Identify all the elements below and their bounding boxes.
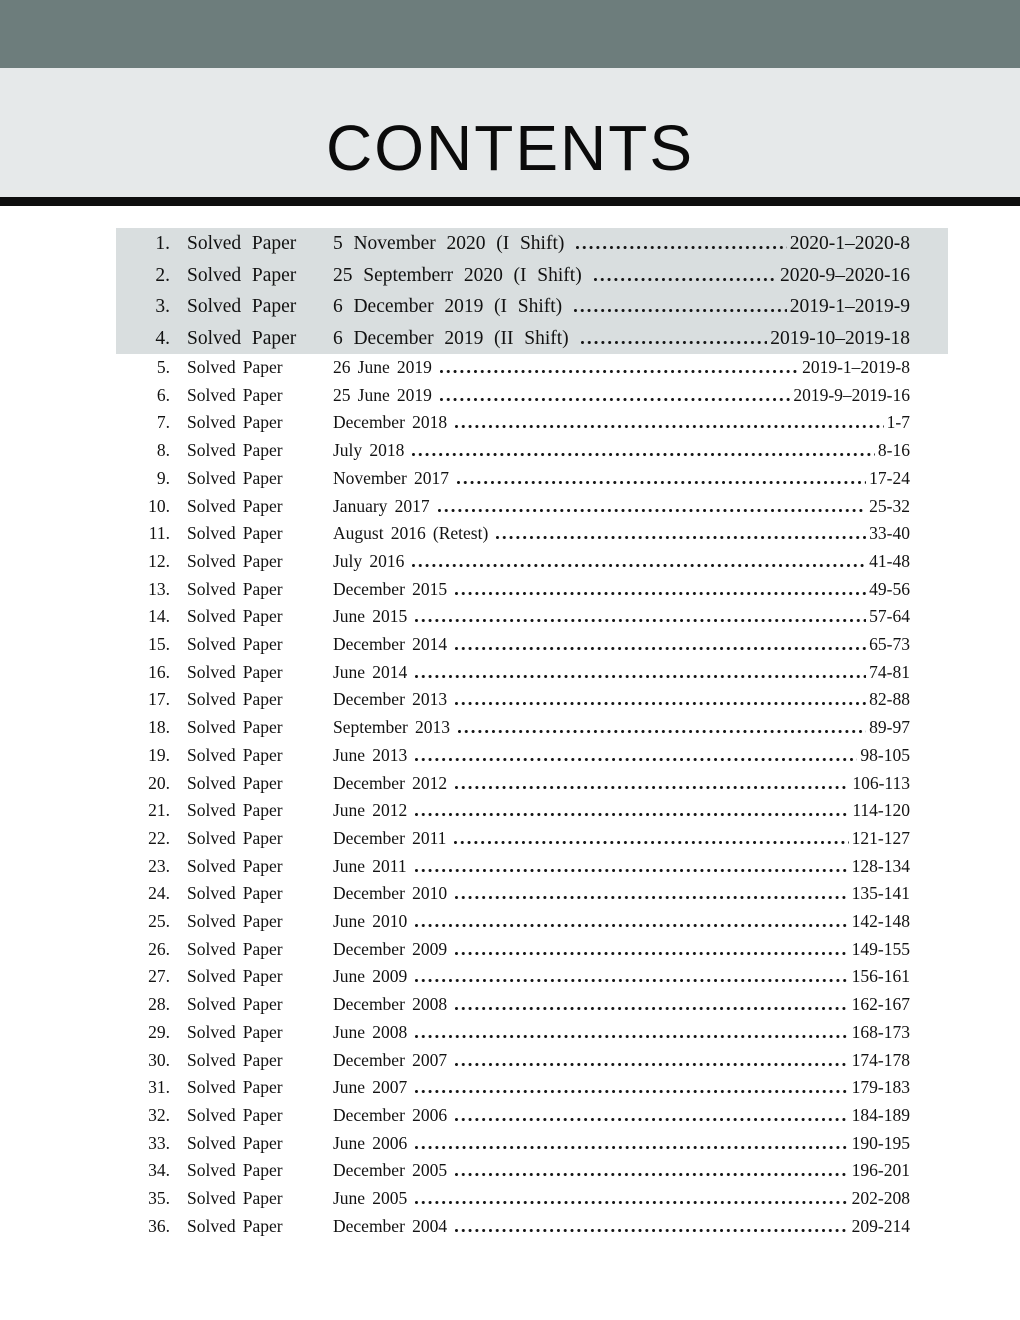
entry-pages: 184-189 bbox=[851, 1104, 910, 1125]
toc-entry bbox=[116, 825, 948, 853]
toc-entry bbox=[116, 853, 948, 881]
toc-entry bbox=[116, 1213, 948, 1241]
entry-pages: 196-201 bbox=[851, 1160, 910, 1181]
entry-date: December 2012 bbox=[333, 772, 448, 793]
entry-label: Solved Paper bbox=[187, 495, 283, 516]
entry-label: Solved Paper bbox=[187, 827, 283, 848]
entry-label: Solved Paper bbox=[187, 634, 283, 655]
entry-date: January 2017 bbox=[333, 495, 430, 516]
entry-number: 30. bbox=[148, 1049, 170, 1070]
dot-leader bbox=[457, 481, 866, 484]
dot-leader bbox=[412, 453, 875, 456]
toc-list bbox=[116, 228, 948, 1241]
entry-pages: 114-120 bbox=[852, 800, 910, 821]
toc-entry bbox=[116, 437, 948, 465]
entry-label: Solved Paper bbox=[187, 855, 283, 876]
dot-leader bbox=[574, 309, 787, 312]
entry-number: 10. bbox=[148, 495, 170, 516]
entry-number: 34. bbox=[148, 1160, 170, 1181]
entry-date: December 2007 bbox=[333, 1049, 448, 1070]
entry-label: Solved Paper bbox=[187, 1215, 283, 1236]
entry-pages: 49-56 bbox=[869, 578, 910, 599]
entry-number: 22. bbox=[148, 827, 170, 848]
entry-pages: 128-134 bbox=[851, 855, 910, 876]
entry-date: 5 November 2020 (I Shift) bbox=[333, 233, 565, 254]
toc-entry bbox=[116, 323, 948, 355]
entry-number: 28. bbox=[148, 994, 170, 1015]
entry-pages: 41-48 bbox=[869, 550, 910, 571]
entry-pages: 2020-9–2020-16 bbox=[780, 264, 910, 286]
entry-date: December 2008 bbox=[333, 994, 448, 1015]
entry-label: Solved Paper bbox=[187, 550, 283, 571]
entry-number: 5. bbox=[156, 357, 170, 377]
entry-number: 26. bbox=[148, 938, 170, 959]
toc-entry bbox=[116, 936, 948, 964]
entry-number: 18. bbox=[148, 717, 170, 738]
entry-date: September 2013 bbox=[333, 717, 451, 738]
entry-date: 25 Septemberr 2020 (I Shift) bbox=[333, 264, 582, 286]
entry-date: December 2006 bbox=[333, 1104, 448, 1125]
entry-label: Solved Paper bbox=[187, 689, 283, 710]
entry-label: Solved Paper bbox=[187, 717, 283, 738]
entry-date: June 2012 bbox=[333, 800, 408, 821]
dot-leader bbox=[455, 952, 849, 955]
entry-date: 6 December 2019 (II Shift) bbox=[333, 327, 569, 349]
dot-leader bbox=[415, 1035, 848, 1038]
entry-pages: 142-148 bbox=[851, 911, 910, 932]
entry-label: Solved Paper bbox=[187, 744, 283, 765]
dot-leader bbox=[415, 1201, 848, 1204]
dot-leader bbox=[455, 786, 849, 789]
entry-pages: 156-161 bbox=[851, 966, 910, 987]
entry-pages: 190-195 bbox=[851, 1132, 910, 1153]
entry-pages: 209-214 bbox=[851, 1215, 910, 1236]
entry-label: Solved Paper bbox=[187, 384, 283, 405]
entry-label: Solved Paper bbox=[187, 1132, 283, 1153]
entry-label: Solved Paper bbox=[187, 772, 283, 793]
entry-pages: 168-173 bbox=[851, 1021, 910, 1042]
entry-date: December 2010 bbox=[333, 883, 448, 904]
dot-leader bbox=[455, 647, 866, 650]
toc-entry bbox=[116, 742, 948, 770]
dot-leader bbox=[415, 1090, 848, 1093]
entry-date: December 2004 bbox=[333, 1215, 448, 1236]
entry-label: Solved Paper bbox=[187, 1077, 283, 1098]
dot-leader bbox=[415, 675, 866, 678]
dot-leader bbox=[455, 425, 884, 428]
entry-label: Solved Paper bbox=[187, 233, 297, 254]
dot-leader bbox=[455, 592, 866, 595]
entry-date: 26 June 2019 bbox=[333, 357, 432, 377]
entry-pages: 2019-9–2019-16 bbox=[793, 384, 910, 405]
entry-label: Solved Paper bbox=[187, 467, 283, 488]
dot-leader bbox=[455, 896, 849, 899]
entry-pages: 106-113 bbox=[852, 772, 910, 793]
entry-number: 29. bbox=[148, 1021, 170, 1042]
toc-entry bbox=[116, 493, 948, 521]
entry-number: 12. bbox=[148, 550, 170, 571]
toc-entry bbox=[116, 797, 948, 825]
entry-number: 14. bbox=[148, 606, 170, 627]
toc-entry bbox=[116, 354, 948, 382]
entry-number: 24. bbox=[148, 883, 170, 904]
entry-pages: 2020-1–2020-8 bbox=[789, 233, 910, 254]
entry-pages: 179-183 bbox=[851, 1077, 910, 1098]
dot-leader bbox=[455, 1229, 849, 1232]
divider-rule bbox=[0, 197, 1020, 206]
entry-pages: 57-64 bbox=[869, 606, 910, 627]
entry-pages: 82-88 bbox=[869, 689, 910, 710]
entry-pages: 74-81 bbox=[869, 661, 910, 682]
entry-date: June 2006 bbox=[333, 1132, 408, 1153]
toc-entry bbox=[116, 576, 948, 604]
entry-number: 4. bbox=[155, 327, 170, 349]
top-band bbox=[0, 0, 1020, 68]
toc-entry bbox=[116, 770, 948, 798]
toc-entry bbox=[116, 714, 948, 742]
entry-label: Solved Paper bbox=[187, 523, 283, 544]
entry-date: June 2015 bbox=[333, 606, 408, 627]
toc-entry bbox=[116, 603, 948, 631]
entry-number: 7. bbox=[156, 412, 170, 433]
entry-pages: 2019-10–2019-18 bbox=[770, 327, 910, 349]
entry-number: 19. bbox=[148, 744, 170, 765]
entry-date: November 2017 bbox=[333, 467, 450, 488]
entry-date: August 2016 (Retest) bbox=[333, 523, 489, 544]
toc-entry bbox=[116, 908, 948, 936]
toc-entry bbox=[116, 520, 948, 548]
entry-pages: 98-105 bbox=[860, 744, 910, 765]
entry-label: Solved Paper bbox=[187, 1104, 283, 1125]
entry-pages: 2019-1–2019-9 bbox=[789, 296, 910, 317]
entry-date: December 2011 bbox=[333, 827, 447, 848]
entry-number: 32. bbox=[148, 1104, 170, 1125]
dot-leader bbox=[412, 564, 866, 567]
dot-leader bbox=[440, 370, 799, 373]
entry-number: 1. bbox=[155, 233, 170, 254]
toc-entry bbox=[116, 880, 948, 908]
dot-leader bbox=[440, 398, 790, 401]
entry-label: Solved Paper bbox=[187, 994, 283, 1015]
entry-label: Solved Paper bbox=[187, 327, 297, 349]
toc-entry bbox=[116, 260, 948, 292]
entry-pages: 65-73 bbox=[869, 634, 910, 655]
dot-leader bbox=[455, 1007, 849, 1010]
toc-entry bbox=[116, 1185, 948, 1213]
entry-number: 15. bbox=[148, 634, 170, 655]
entry-date: December 2009 bbox=[333, 938, 448, 959]
dot-leader bbox=[455, 702, 866, 705]
toc-entry bbox=[116, 382, 948, 410]
dot-leader bbox=[415, 869, 849, 872]
entry-label: Solved Paper bbox=[187, 966, 283, 987]
entry-date: June 2005 bbox=[333, 1188, 408, 1209]
entry-label: Solved Paper bbox=[187, 1160, 283, 1181]
entry-label: Solved Paper bbox=[187, 296, 297, 317]
entry-number: 3. bbox=[155, 296, 170, 317]
entry-number: 21. bbox=[148, 800, 170, 821]
entry-label: Solved Paper bbox=[187, 911, 283, 932]
entry-number: 16. bbox=[148, 661, 170, 682]
toc-entry bbox=[116, 631, 948, 659]
entry-pages: 149-155 bbox=[851, 938, 910, 959]
entry-label: Solved Paper bbox=[187, 1021, 283, 1042]
dot-leader bbox=[415, 619, 866, 622]
entry-date: June 2010 bbox=[333, 911, 408, 932]
entry-date: December 2013 bbox=[333, 689, 448, 710]
toc-entry bbox=[116, 1019, 948, 1047]
title-band bbox=[0, 68, 1020, 197]
dot-leader bbox=[415, 924, 848, 927]
toc-entry bbox=[116, 1130, 948, 1158]
dot-leader bbox=[455, 1063, 849, 1066]
toc-entry bbox=[116, 963, 948, 991]
dot-leader bbox=[594, 278, 777, 281]
toc-entry bbox=[116, 686, 948, 714]
entry-number: 11. bbox=[148, 523, 170, 544]
dot-leader bbox=[415, 813, 849, 816]
entry-date: December 2015 bbox=[333, 578, 448, 599]
entry-label: Solved Paper bbox=[187, 412, 283, 433]
entry-date: December 2014 bbox=[333, 634, 448, 655]
entry-label: Solved Paper bbox=[187, 883, 283, 904]
dot-leader bbox=[438, 509, 867, 512]
toc-entry bbox=[116, 1047, 948, 1075]
toc-entry bbox=[116, 1102, 948, 1130]
entry-label: Solved Paper bbox=[187, 578, 283, 599]
entry-number: 33. bbox=[148, 1132, 170, 1153]
entry-pages: 8-16 bbox=[877, 440, 910, 461]
entry-number: 2. bbox=[155, 264, 170, 286]
entry-number: 8. bbox=[156, 440, 170, 461]
entry-date: June 2011 bbox=[333, 855, 407, 876]
entry-date: December 2005 bbox=[333, 1160, 448, 1181]
entry-label: Solved Paper bbox=[187, 661, 283, 682]
entry-label: Solved Paper bbox=[187, 938, 283, 959]
toc-entry bbox=[116, 409, 948, 437]
entry-pages: 2019-1–2019-8 bbox=[802, 357, 910, 377]
dot-leader bbox=[415, 979, 848, 982]
entry-number: 35. bbox=[148, 1188, 170, 1209]
toc-entry bbox=[116, 465, 948, 493]
entry-date: December 2018 bbox=[333, 412, 448, 433]
entry-pages: 33-40 bbox=[869, 523, 910, 544]
dot-leader bbox=[576, 246, 786, 249]
toc-entry bbox=[116, 659, 948, 687]
entry-number: 31. bbox=[148, 1077, 170, 1098]
entry-number: 20. bbox=[148, 772, 170, 793]
toc-entry bbox=[116, 228, 948, 260]
dot-leader bbox=[581, 341, 768, 344]
entry-pages: 1-7 bbox=[886, 412, 910, 433]
dot-leader bbox=[458, 730, 866, 733]
entry-number: 9. bbox=[156, 467, 170, 488]
page-title: CONTENTS bbox=[326, 111, 694, 184]
entry-date: 25 June 2019 bbox=[333, 384, 432, 405]
entry-pages: 174-178 bbox=[851, 1049, 910, 1070]
entry-label: Solved Paper bbox=[187, 357, 283, 377]
entry-label: Solved Paper bbox=[187, 1188, 283, 1209]
entry-pages: 25-32 bbox=[869, 495, 910, 516]
dot-leader bbox=[496, 536, 866, 539]
entry-date: June 2014 bbox=[333, 661, 408, 682]
entry-label: Solved Paper bbox=[187, 264, 297, 286]
entry-pages: 17-24 bbox=[869, 467, 910, 488]
entry-date: July 2016 bbox=[333, 550, 405, 571]
entry-date: June 2008 bbox=[333, 1021, 408, 1042]
entry-date: June 2009 bbox=[333, 966, 408, 987]
entry-label: Solved Paper bbox=[187, 606, 283, 627]
dot-leader bbox=[455, 1118, 849, 1121]
entry-pages: 89-97 bbox=[869, 717, 910, 738]
entry-pages: 135-141 bbox=[851, 883, 910, 904]
entry-date: July 2018 bbox=[333, 440, 405, 461]
toc-entry bbox=[116, 1074, 948, 1102]
entry-number: 27. bbox=[148, 966, 170, 987]
toc-entry bbox=[116, 991, 948, 1019]
toc-entry bbox=[116, 548, 948, 576]
entry-label: Solved Paper bbox=[187, 440, 283, 461]
entry-label: Solved Paper bbox=[187, 1049, 283, 1070]
entry-pages: 121-127 bbox=[851, 827, 910, 848]
entry-number: 13. bbox=[148, 578, 170, 599]
dot-leader bbox=[415, 1146, 848, 1149]
dot-leader bbox=[455, 1173, 849, 1176]
toc-entry bbox=[116, 291, 948, 323]
entry-date: June 2007 bbox=[333, 1077, 408, 1098]
entry-number: 17. bbox=[148, 689, 170, 710]
dot-leader bbox=[415, 758, 857, 761]
entry-pages: 202-208 bbox=[851, 1188, 910, 1209]
toc-entry bbox=[116, 1157, 948, 1185]
entry-number: 25. bbox=[148, 911, 170, 932]
entry-pages: 162-167 bbox=[851, 994, 910, 1015]
entry-date: June 2013 bbox=[333, 744, 408, 765]
entry-number: 36. bbox=[148, 1215, 170, 1236]
entry-date: 6 December 2019 (I Shift) bbox=[333, 296, 563, 317]
dot-leader bbox=[454, 841, 848, 844]
entry-number: 6. bbox=[156, 384, 170, 405]
entry-number: 23. bbox=[148, 855, 170, 876]
entry-label: Solved Paper bbox=[187, 800, 283, 821]
